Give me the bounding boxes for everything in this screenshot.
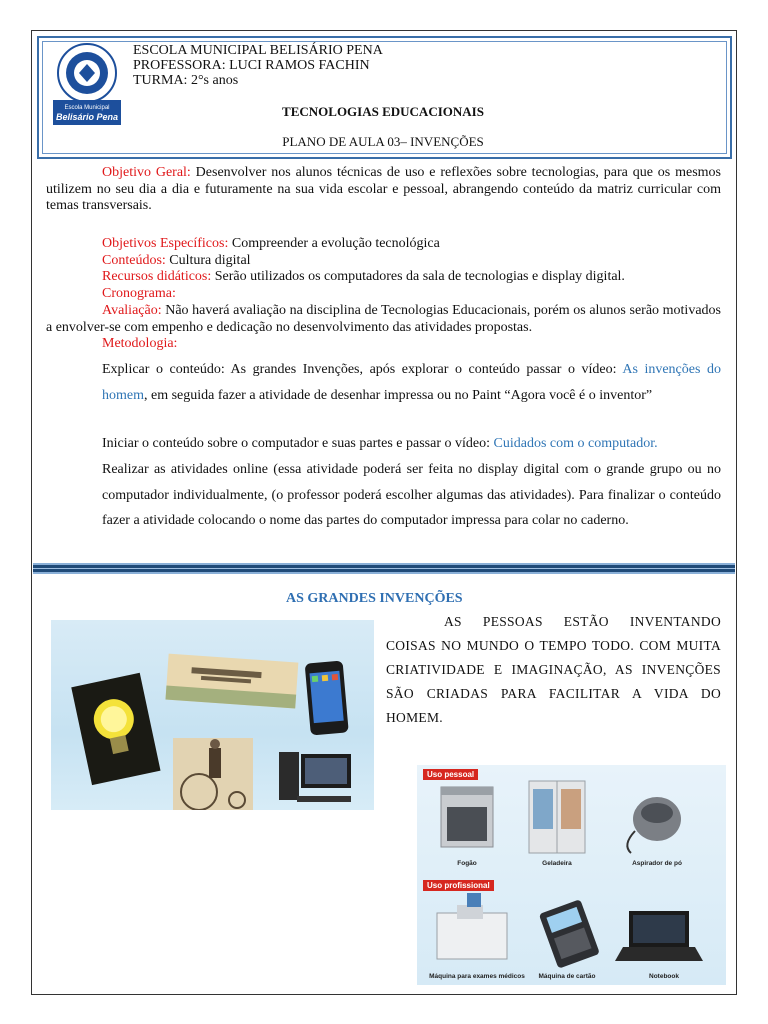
- device-caption-notebook: Notebook: [649, 973, 679, 980]
- school-name: ESCOLA MUNICIPAL BELISÁRIO PENA: [133, 43, 383, 58]
- inventions-collage-image: [51, 620, 374, 810]
- logo-name-text: Belisário Pena: [55, 112, 119, 122]
- devices-image: [417, 765, 726, 985]
- objetivo-geral: [46, 165, 721, 215]
- recursos-line: [102, 269, 721, 286]
- especificos-line: [102, 236, 721, 253]
- cronograma-line: [102, 286, 721, 303]
- video-link-cuidados[interactable]: Cuidados com o computador.: [493, 436, 658, 451]
- especificos-text: Compreender a evolução tecnológica: [228, 236, 440, 251]
- class-info: TURMA: 2°s anos: [133, 73, 239, 88]
- objetivo-geral-label: Objetivo Geral:: [102, 165, 191, 180]
- objetivo-geral-text: Desenvolver nos alunos técnicas de uso e reflexões sobre tecnologias, para que os mesmos utilizem no seu dia a dia e futuramente na sua vida escolar e pessoal, abrangendo conteúdo da matriz curricular com temas transversais.: [46, 165, 721, 213]
- device-caption-card: Máquina de cartão: [538, 973, 596, 980]
- conteudos-label: Conteúdos:: [102, 252, 166, 268]
- desktop-computer-picture: [279, 752, 351, 802]
- smartphone-picture: [305, 660, 349, 735]
- device-caption-vacuum: Aspirador de pó: [632, 860, 682, 867]
- avaliacao: [46, 303, 721, 336]
- inventions-title: AS GRANDES INVENÇÕES: [286, 591, 463, 606]
- school-info: [133, 43, 383, 88]
- school-logo: [51, 42, 123, 126]
- metodologia: [46, 336, 721, 353]
- method-paragraph-3: Realizar as atividades online (essa atividade poderá ser feita no display digital com o grande grupo ou no computador individualmente, (o professor poderá escolher algumas das atividades). Para finalizar o conteúdo fazer a atividade colocando o nome das partes do computador impressa para colar no caderno.: [102, 462, 721, 528]
- especificos-label: Objetivos Específicos:: [102, 236, 229, 251]
- conteudos-line: [102, 253, 721, 270]
- recursos-text: Serão utilizados os computadores da sala de tecnologias e display digital.: [211, 269, 625, 284]
- recursos-label: Recursos didáticos:: [102, 269, 212, 284]
- plan-items: [46, 236, 721, 302]
- video-link-invencoes[interactable]: As invenções do homem: [102, 362, 721, 403]
- inventions-paragraph: AS PESSOAS ESTÃO INVENTANDO COISAS NO MUNDO O TEMPO TODO. COM MUITA CRIATIVIDADE E IMAGINAÇÃO, AS INVENÇÕES SÃO CRIADAS PARA FACILITAR A VIDA DO HOMEM.: [386, 614, 721, 725]
- avaliacao-label: Avaliação:: [102, 303, 162, 318]
- airplane-picture: [165, 654, 298, 709]
- method-paragraph-2: Iniciar o conteúdo sobre o computador e suas partes e passar o vídeo: Cuidados com o computador.: [102, 436, 658, 451]
- vacuum-picture: [627, 797, 681, 853]
- light-bulb-picture: [71, 673, 160, 785]
- lesson-title: PLANO DE AULA 03– INVENÇÕES: [282, 134, 484, 149]
- personal-use-header: Uso pessoal: [423, 769, 478, 780]
- medical-machine-picture: [437, 893, 507, 959]
- metodologia-label: Metodologia:: [102, 336, 178, 351]
- bicycle-picture: [173, 738, 253, 810]
- method-paragraph-1: Explicar o conteúdo: As grandes Invenções, após explorar o conteúdo passar o vídeo: As invenções do homem, em seguida fazer a atividade de desenhar impressa ou no Paint “Agora você é o inventor”: [102, 362, 721, 403]
- device-caption-fridge: Geladeira: [542, 860, 572, 867]
- card-machine-picture: [539, 899, 600, 969]
- cronograma-label: Cronograma:: [102, 285, 176, 301]
- section-divider: [33, 563, 735, 574]
- fridge-picture: [529, 781, 585, 853]
- device-caption-medical: Máquina para exames médicos: [429, 973, 525, 980]
- logo-small-text: Escola Municipal: [64, 105, 110, 111]
- device-caption-stove: Fogão: [457, 860, 477, 867]
- professional-use-header: Uso profissional: [423, 880, 494, 891]
- notebook-picture: [615, 911, 703, 961]
- teacher-name: PROFESSORA: LUCI RAMOS FACHIN: [133, 58, 370, 73]
- stove-picture: [441, 787, 493, 847]
- avaliacao-text: Não haverá avaliação na disciplina de Tecnologias Educacionais, porém os alunos serão motivados a envolver-se com empenho e dedicação no desenvolvimento das atividades propostas.: [46, 303, 721, 335]
- course-title: TECNOLOGIAS EDUCACIONAIS: [282, 104, 484, 119]
- conteudos-text: Cultura digital: [165, 252, 251, 268]
